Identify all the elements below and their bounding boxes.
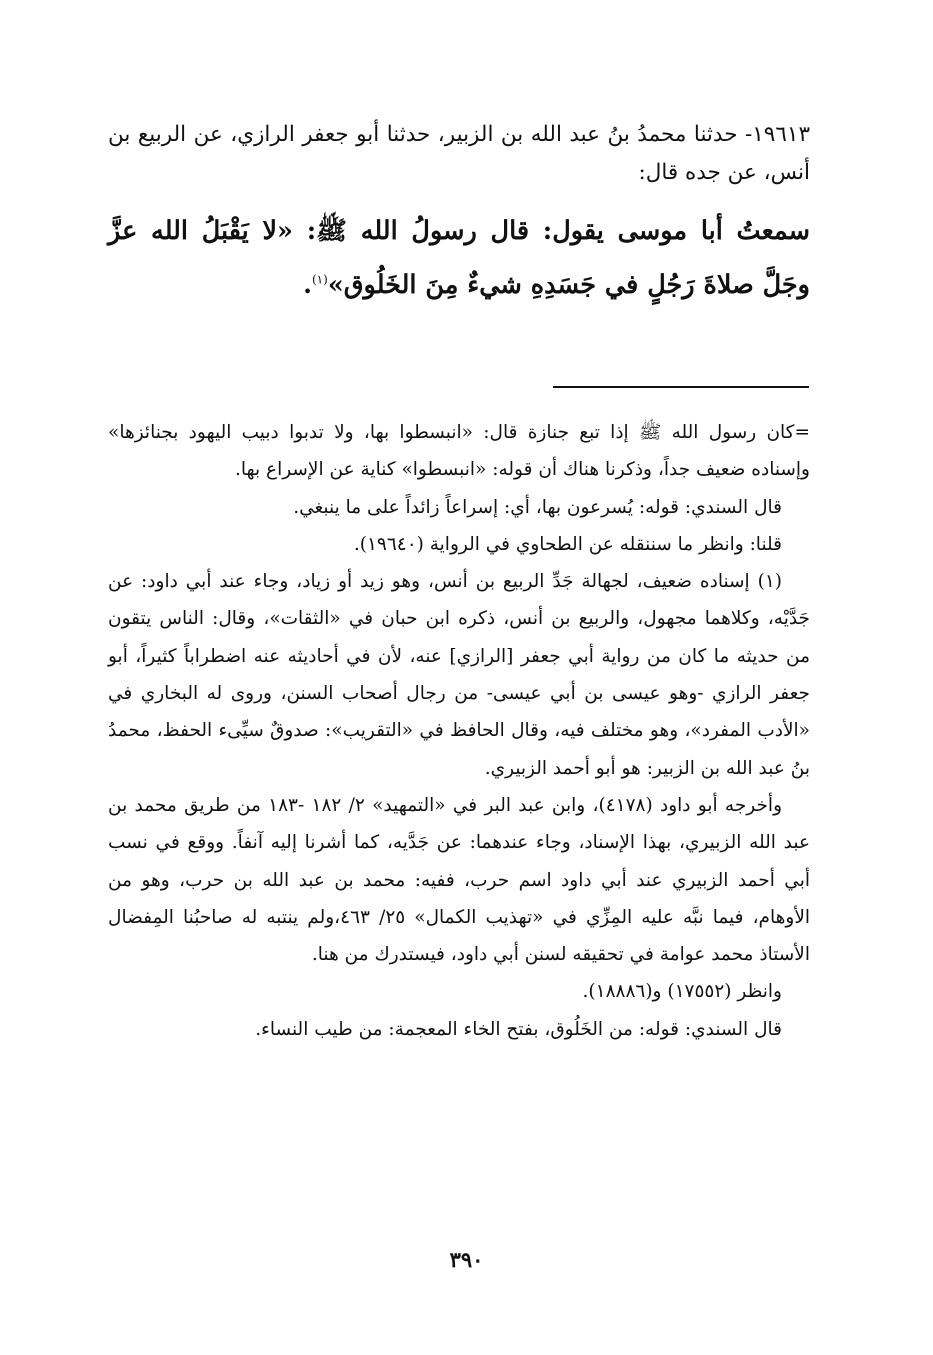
footnote-unzur: وانظر (١٧٥٥٢) و(١٨٨٨٦). [582,981,782,1003]
footnote-qulna: قلنا: وانظر ما سننقله عن الطحاوي في الرواية (١٩٦٤٠). [353,533,782,555]
hadith-matn-text: سمعتُ أبا موسى يقول: قال رسولُ الله ﷺ: «لا يَقْبَلُ الله عزَّ وجَلَّ صلاةَ رَجُلٍ في جَسَدِهِ شيءٌ مِنَ الخَلُوق» [108,216,810,300]
main-text [108,116,810,312]
footnote-1: (١) إسناده ضعيف، لجهالة جَدِّ الربيع بن أنس، وهو زيد أو زياد، وجاء عند أبي داود: عن جَدَّيْه، وكلاهما مجهول، والربيع بن أنس، ذكره ابن حبان في «الثقات»، وقال: الناس يتقون من حديثه ما كان من رواية أبي جعفر [الرازي] عنه، لأن في أحاديثه عنه اضطراباً كثيراً، أبو جعفر الرازي -وهو عيسى بن أبي عيسى- من رجال أصحاب السنن، وروى له البخاري في «الأدب المفرد»، وهو مختلف فيه، وقال الحافظ في «التقريب»: صدوقٌ سيِّىء الحفظ، محمدُ بنُ عبد الله بن الزبير: هو أبو أحمد الزبيري. [108,571,810,779]
footnotes [108,414,810,1048]
hadith-isnad: ١٩٦١٣- حدثنا محمدُ بنُ عبد الله بن الزبير، حدثنا أبو جعفر الرازي، عن الربيع بن أنس، عن جده قال: [108,122,810,185]
footnote-continuation: =كان رسول الله ﷺ إذا تبع جنازة قال: «انبسطوا بها، ولا تدبوا دبيب اليهود بجنائزها» وإسناده ضعيف جداً، وذكرنا هناك أن قوله: «انبسطوا» كناية عن الإسراع بها. [108,422,810,481]
hadith-matn [108,204,810,312]
page-number: ٣٩٠ [449,1247,484,1272]
hadith-matn-end: . [303,270,312,300]
footnote-separator [553,386,809,388]
footnote-takhrij: وأخرجه أبو داود (٤١٧٨)، وابن عبد البر في «التمهيد» ٢/ ١٨٢ -١٨٣ من طريق محمد بن عبد الله الزبيري، بهذا الإسناد، وجاء عندهما: عن جَدَّيه، كما أشرنا إليه آنفاً. ووقع في نسب أبي أحمد الزبيري عند أبي داود اسم حرب، ففيه: محمد بن عبد الله بن حرب، وهو من الأوهام، فيما نبَّه عليه المِزِّي في «تهذيب الكمال» ٢٥/ ٤٦٣،ولم ينتبه له صاحبُنا المِفضال الأستاذ محمد عوامة في تحقيقه لسنن أبي داود، فيستدرك من هنا. [108,794,811,966]
footnote-sindi-1: قال السندي: قوله: يُسرعون بها، أي: إسراعاً زائداً على ما ينبغي. [293,496,782,518]
footnote-reference: (١) [311,272,328,287]
footnote-sindi-2: قال السندي: قوله: من الخَلُوق، بفتح الخاء المعجمة: من طيب النساء. [255,1018,782,1040]
